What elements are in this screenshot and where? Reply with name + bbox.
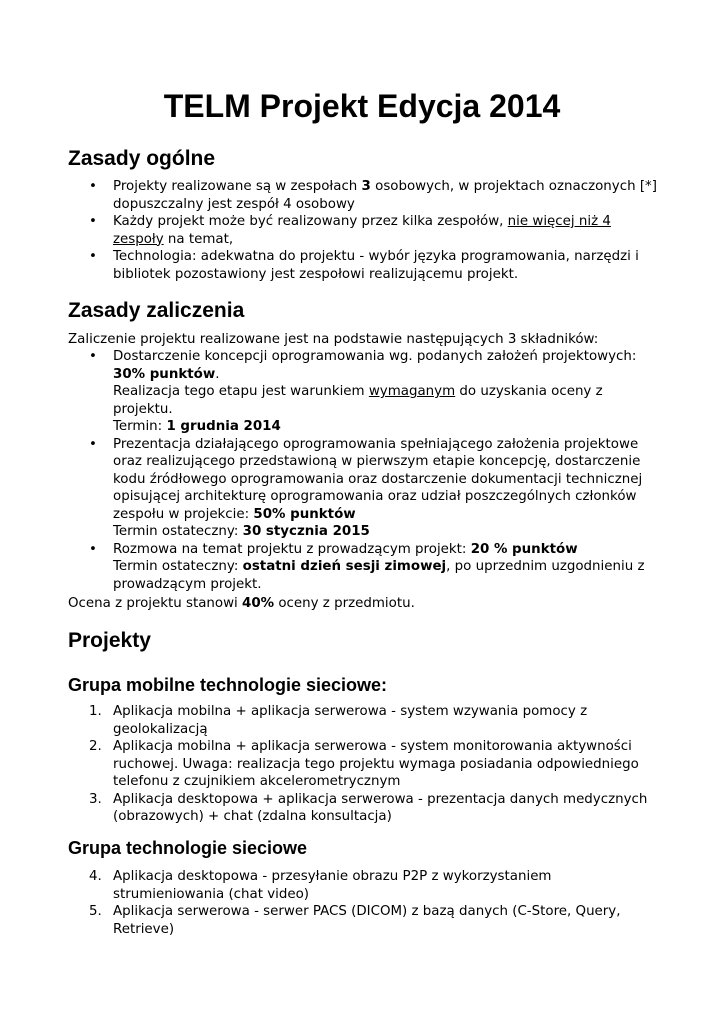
list-item: 4. Aplikacja desktopowa - przesyłanie obrazu P2P z wykorzystaniem strumieniowania (chat video) — [89, 869, 552, 902]
group-heading-network: Grupa technologie sieciowe — [68, 838, 308, 858]
list-item: 3. Aplikacja desktopowa + aplikacja serwerowa - prezentacja danych medycznych (obrazowych) + chat (zdalna konsultacja) — [89, 791, 648, 824]
bullet-icon: • — [89, 541, 97, 557]
grading-summary: Ocena z projektu stanowi 40% oceny z przedmiotu. — [68, 596, 415, 611]
general-rules-list — [68, 178, 658, 283]
list-item: • Prezentacja działającego oprogramowania spełniającego założenia projektowe oraz realizującego przedstawioną w pierwszym etapie koncepcję, dostarczenie kodu źródłowego oprogramowania oraz dostarczenie dokumentacji technicznej opisującej architekturę oprogramowania oraz udział poszczególnych członków zespołu w projekcie: 50% punktów Termin ostateczny: 30 stycznia 2015 — [89, 436, 643, 539]
list-item: 1. Aplikacja mobilna + aplikacja serwerowa - system wzywania pomocy z geolokalizacją — [89, 704, 588, 737]
projects-list-mobile — [68, 703, 658, 826]
list-item: • Dostarczenie koncepcji oprogramowania wg. podanych założeń projektowych: 30% punktów. Realizacja tego etapu jest warunkiem wymaganym do uzyskania oceny z projektu. Termin: 1 grudnia 2014 — [89, 349, 637, 434]
section-heading-general: Zasady ogólne — [68, 147, 216, 170]
list-item: 5. Aplikacja serwerowa - serwer PACS (DICOM) z bazą danych (C-Store, Query, Retrieve) — [89, 904, 621, 937]
list-item: • Każdy projekt może być realizowany przez kilka zespołów, nie więcej niż 4 zespoły na temat, — [89, 214, 611, 247]
projects-list-network — [68, 868, 658, 938]
list-item: 2. Aplikacja mobilna + aplikacja serwerowa - system monitorowania aktywności ruchowej. Uwaga: realizacja tego projektu wymaga posiadania odpowiedniego telefonu z czujnikiem akcelerometrycznym — [89, 739, 639, 789]
bullet-icon: • — [89, 349, 97, 364]
section-heading-projects: Projekty — [68, 629, 151, 652]
list-item: • Technologia: adekwatna do projektu - wybór języka programowania, narzędzi i bibliotek pozostawiony jest zespołowi realizującemu projekt. — [89, 249, 639, 282]
bullet-icon: • — [89, 214, 97, 229]
grading-components-list — [68, 348, 658, 593]
bullet-icon: • — [89, 249, 97, 264]
bullet-icon: • — [89, 436, 97, 452]
bullet-icon: • — [89, 179, 97, 194]
list-item: • Projekty realizowane są w zespołach 3 osobowych, w projektach oznaczonych [*] dopuszczalny jest zespół 4 osobowy — [89, 179, 657, 212]
list-item: • Rozmowa na temat projektu z prowadzącym projekt: 20 % punktów Termin ostateczny: ostatni dzień sesji zimowej, po uprzednim uzgodnieniu z prowadzącym projekt. — [89, 541, 645, 592]
group-heading-mobile: Grupa mobilne technologie sieciowe: — [68, 675, 388, 695]
grading-intro: Zaliczenie projektu realizowane jest na podstawie następujących 3 składników: — [68, 332, 599, 347]
section-heading-grading: Zasady zaliczenia — [68, 299, 245, 322]
document-title: TELM Projekt Edycja 2014 — [163, 88, 561, 124]
